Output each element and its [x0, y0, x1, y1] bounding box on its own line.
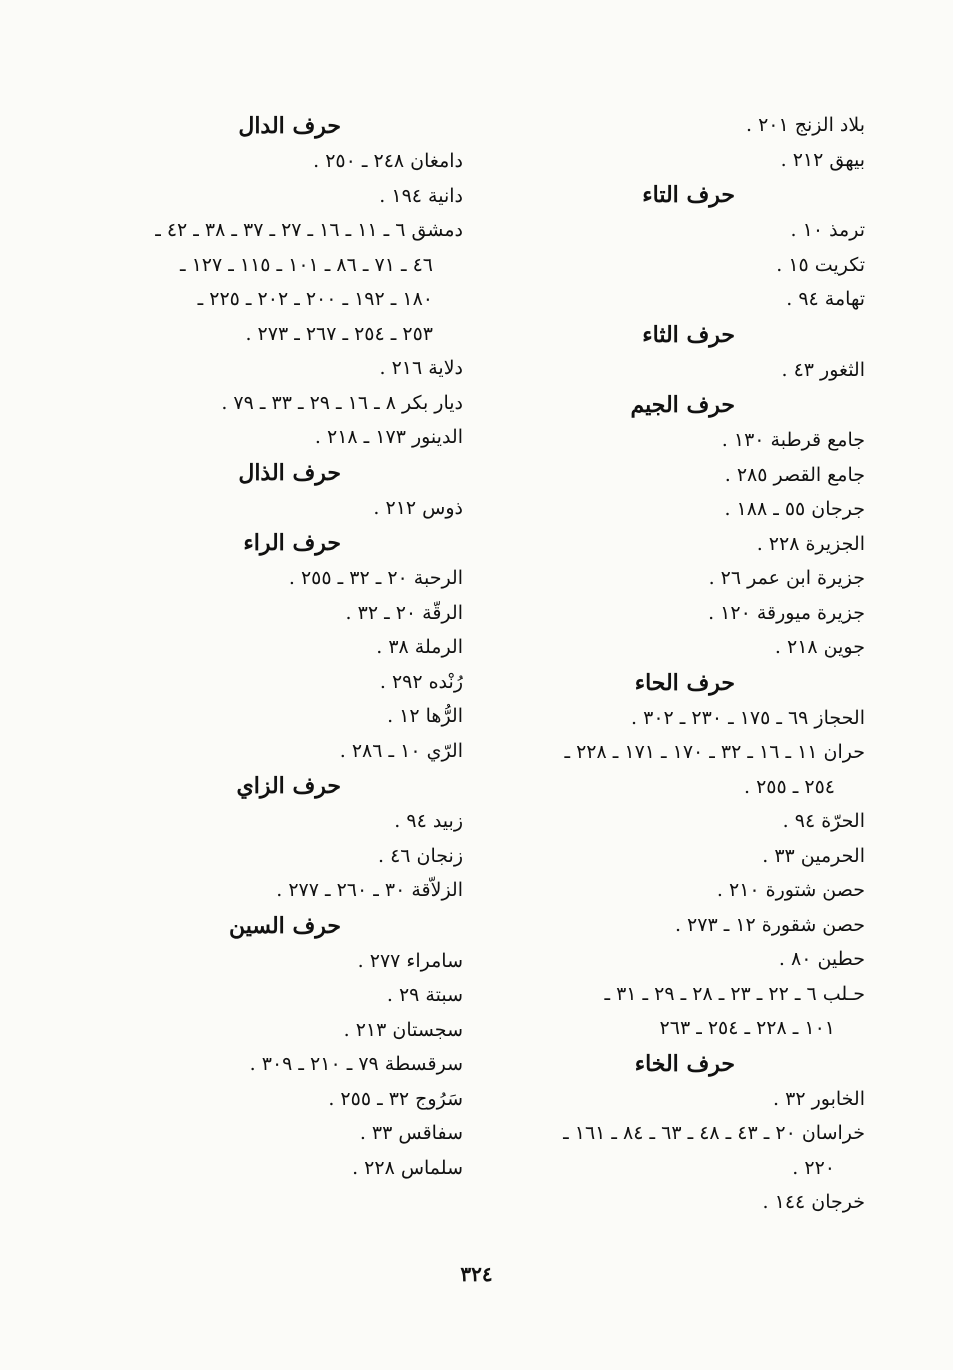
index-entry: سفاقس ٣٣ . [359, 1122, 463, 1144]
index-entry: الرّي ١٠ ـ ٢٨٦ . [339, 739, 463, 762]
index-entry: الدينور ١٧٣ ـ ٢١٨ . [314, 426, 463, 448]
index-entry: سبتة ٢٩ . [386, 984, 463, 1006]
index-entry: ترمذ ١٠ . [790, 219, 865, 241]
index-entry-continuation: ١٠١ ـ ٢٢٨ ـ ٢٥٤ ـ ٢٦٣ [659, 1017, 835, 1039]
index-entry: تكريت ١٥ . [776, 253, 865, 276]
section-heading-jim: حرف الجيم [630, 392, 735, 418]
index-entry: الرحبة ٢٠ ـ ٣٢ ـ ٢٥٥ . [288, 567, 463, 589]
index-entry: سرقسطة ٧٩ ـ ٢١٠ ـ ٣٠٩ . [249, 1053, 463, 1075]
right-column [515, 108, 865, 1220]
index-entry: بلاد الزنج ٢٠١ . [746, 114, 865, 136]
index-entry-continuation: ٢٢٠ . [792, 1156, 835, 1179]
index-entry: بيهق ٢١٢ . [780, 148, 865, 171]
index-entry: الرُّها ١٢ . [387, 705, 463, 727]
index-entry: جوين ٢١٨ . [774, 636, 865, 658]
section-heading-zay: حرف الزاي [236, 773, 341, 799]
index-entry: حران ١١ ـ ١٦ ـ ٣٢ ـ ١٧٠ ـ ١٧١ ـ ٢٢٨ ـ [564, 741, 865, 763]
index-entry: تهامة ٩٤ . [786, 288, 865, 310]
index-entry-continuation: ١٨٠ ـ ١٩٢ ـ ٢٠٠ ـ ٢٠٢ ـ ٢٢٥ ـ [197, 288, 433, 310]
section-heading-kha: حرف الخاء [634, 1050, 735, 1077]
index-entry: دلاية ٢١٦ . [379, 357, 463, 379]
index-entry: الخابور ٣٢ . [773, 1087, 865, 1110]
index-entry: سلماس ٢٢٨ . [352, 1156, 463, 1179]
index-entry: جرجان ٥٥ ـ ١٨٨ . [724, 498, 865, 520]
index-entry: خرجان ١٤٤ . [762, 1191, 865, 1213]
left-column [105, 108, 463, 1185]
index-entry: ديار بكر ٨ ـ ١٦ ـ ٢٩ ـ ٣٣ ـ ٧٩ . [221, 391, 463, 414]
index-entry: سَرُوج ٣٢ ـ ٢٥٥ . [328, 1087, 463, 1110]
index-entry: الرملة ٣٨ . [376, 636, 463, 658]
index-entry: حصن شتورة ٢١٠ . [716, 879, 865, 901]
index-entry: الثغور ٤٣ . [781, 358, 865, 381]
index-entry: جزيرة ميورقة ١٢٠ . [708, 601, 865, 624]
section-heading-dhal: حرف الذال [238, 459, 341, 486]
index-entry: الجزيرة ٢٢٨ . [756, 532, 865, 555]
index-entry: جزيرة ابن عمر ٢٦ . [708, 567, 865, 589]
index-entry-continuation: ٤٦ ـ ٧١ ـ ٨٦ ـ ١٠١ ـ ١١٥ ـ ١٢٧ ـ [179, 253, 433, 276]
index-entry: حـلب ٦ ـ ٢٢ ـ ٢٣ ـ ٢٨ ـ ٢٩ ـ ٣١ ـ [604, 982, 865, 1005]
index-entry: جامع قرطبة ١٣٠ . [721, 429, 865, 451]
index-entry: دانية ١٩٤ . [379, 184, 463, 207]
index-entry: زبيد ٩٤ . [394, 810, 463, 832]
page-number: ٣٢٤ [460, 1262, 493, 1286]
index-entry: الحرمين ٣٣ . [762, 844, 865, 867]
index-entry-continuation: ٢٥٣ ـ ٢٥٤ ـ ٢٦٧ ـ ٢٧٣ . [245, 322, 433, 345]
index-entry: الحجاز ٦٩ ـ ١٧٥ ـ ٢٣٠ ـ ٣٠٢ . [631, 706, 865, 729]
index-entry: حصن شقورة ١٢ ـ ٢٧٣ . [674, 913, 865, 936]
index-entry: الرقّة ٢٠ ـ ٣٢ . [345, 601, 463, 624]
index-entry: الحرّة ٩٤ . [782, 810, 865, 832]
section-heading-sin: حرف السين [228, 912, 341, 939]
section-heading-ta: حرف التاء [642, 182, 735, 208]
index-entry: دمشق ٦ ـ ١١ ـ ١٦ ـ ٢٧ ـ ٣٧ ـ ٣٨ ـ ٤٢ ـ [155, 219, 463, 241]
index-entry: سجستان ٢١٣ . [343, 1018, 463, 1041]
index-entry: جامع القصر ٢٨٥ . [724, 463, 865, 486]
index-entry: حطين ٨٠ . [778, 948, 865, 970]
index-entry: ذوس ٢١٢ . [373, 496, 463, 519]
index-entry: الزلاّقة ٣٠ ـ ٢٦٠ ـ ٢٧٧ . [276, 879, 463, 901]
section-heading-ha: حرف الحاء [634, 669, 735, 696]
index-entry: دامغان ٢٤٨ ـ ٢٥٠ . [313, 150, 463, 172]
index-entry-continuation: ٢٥٤ ـ ٢٥٥ . [744, 775, 835, 798]
section-heading-tha: حرف الثاء [642, 321, 735, 348]
index-entry: سامراء ٢٧٧ . [357, 949, 463, 972]
section-heading-ra: حرف الراء [243, 530, 341, 556]
index-entry: خراسان ٢٠ ـ ٤٣ ـ ٤٨ ـ ٦٣ ـ ٨٤ ـ ١٦١ ـ [563, 1122, 865, 1144]
index-entry: رُنْده ٢٩٢ . [379, 670, 463, 693]
section-heading-dal: حرف الدال [238, 113, 341, 139]
index-entry: زنجان ٤٦ . [377, 844, 463, 867]
